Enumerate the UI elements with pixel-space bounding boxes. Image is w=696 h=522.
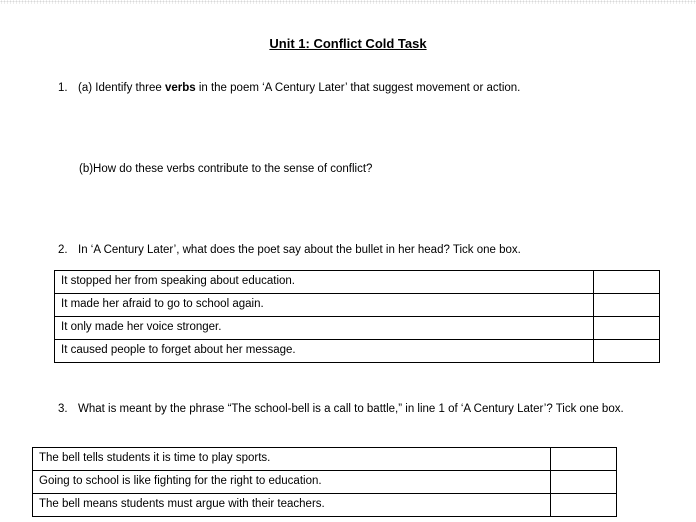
tick-box[interactable] — [594, 340, 660, 363]
tick-box[interactable] — [594, 271, 660, 294]
question-2-options-table — [54, 270, 660, 363]
question-3: 3. What is meant by the phrase “The school-bell is a call to battle,” in line 1 of ‘A Century Later’? Tick one box. — [58, 403, 624, 415]
tick-box[interactable] — [594, 317, 660, 340]
emphasis-verbs: verbs — [164, 82, 196, 94]
option-text: Going to school is like fighting for the right to education. — [33, 471, 551, 494]
table-row — [55, 271, 660, 294]
tick-box[interactable] — [551, 494, 617, 517]
tick-box[interactable] — [551, 448, 617, 471]
question-number: 3. — [58, 403, 68, 415]
tick-box[interactable] — [551, 471, 617, 494]
table-row — [55, 294, 660, 317]
option-text: It made her afraid to go to school again. — [55, 294, 594, 317]
table-row — [33, 448, 617, 471]
table-row — [33, 494, 617, 517]
question-3-options-table — [32, 447, 617, 517]
question-number: 1. — [58, 82, 68, 94]
table-row — [55, 317, 660, 340]
option-text: The bell tells students it is time to play sports. — [33, 448, 551, 471]
question-1b: (b)How do these verbs contribute to the sense of conflict? — [79, 163, 373, 175]
option-text: The bell means students must argue with their teachers. — [33, 494, 551, 517]
table-row — [55, 340, 660, 363]
page-top-edge — [0, 0, 696, 4]
tick-box[interactable] — [594, 294, 660, 317]
question-1a: 1. (a) Identify three verbs in the poem ‘A Century Later’ that suggest movement or action. — [58, 82, 521, 94]
option-text: It only made her voice stronger. — [55, 317, 594, 340]
option-text: It caused people to forget about her message. — [55, 340, 594, 363]
table-row — [33, 471, 617, 494]
option-text: It stopped her from speaking about education. — [55, 271, 594, 294]
question-2: 2. In ‘A Century Later’, what does the poet say about the bullet in her head? Tick one box. — [58, 244, 521, 256]
question-number: 2. — [58, 244, 68, 256]
page-title: Unit 1: Conflict Cold Task — [269, 36, 427, 51]
